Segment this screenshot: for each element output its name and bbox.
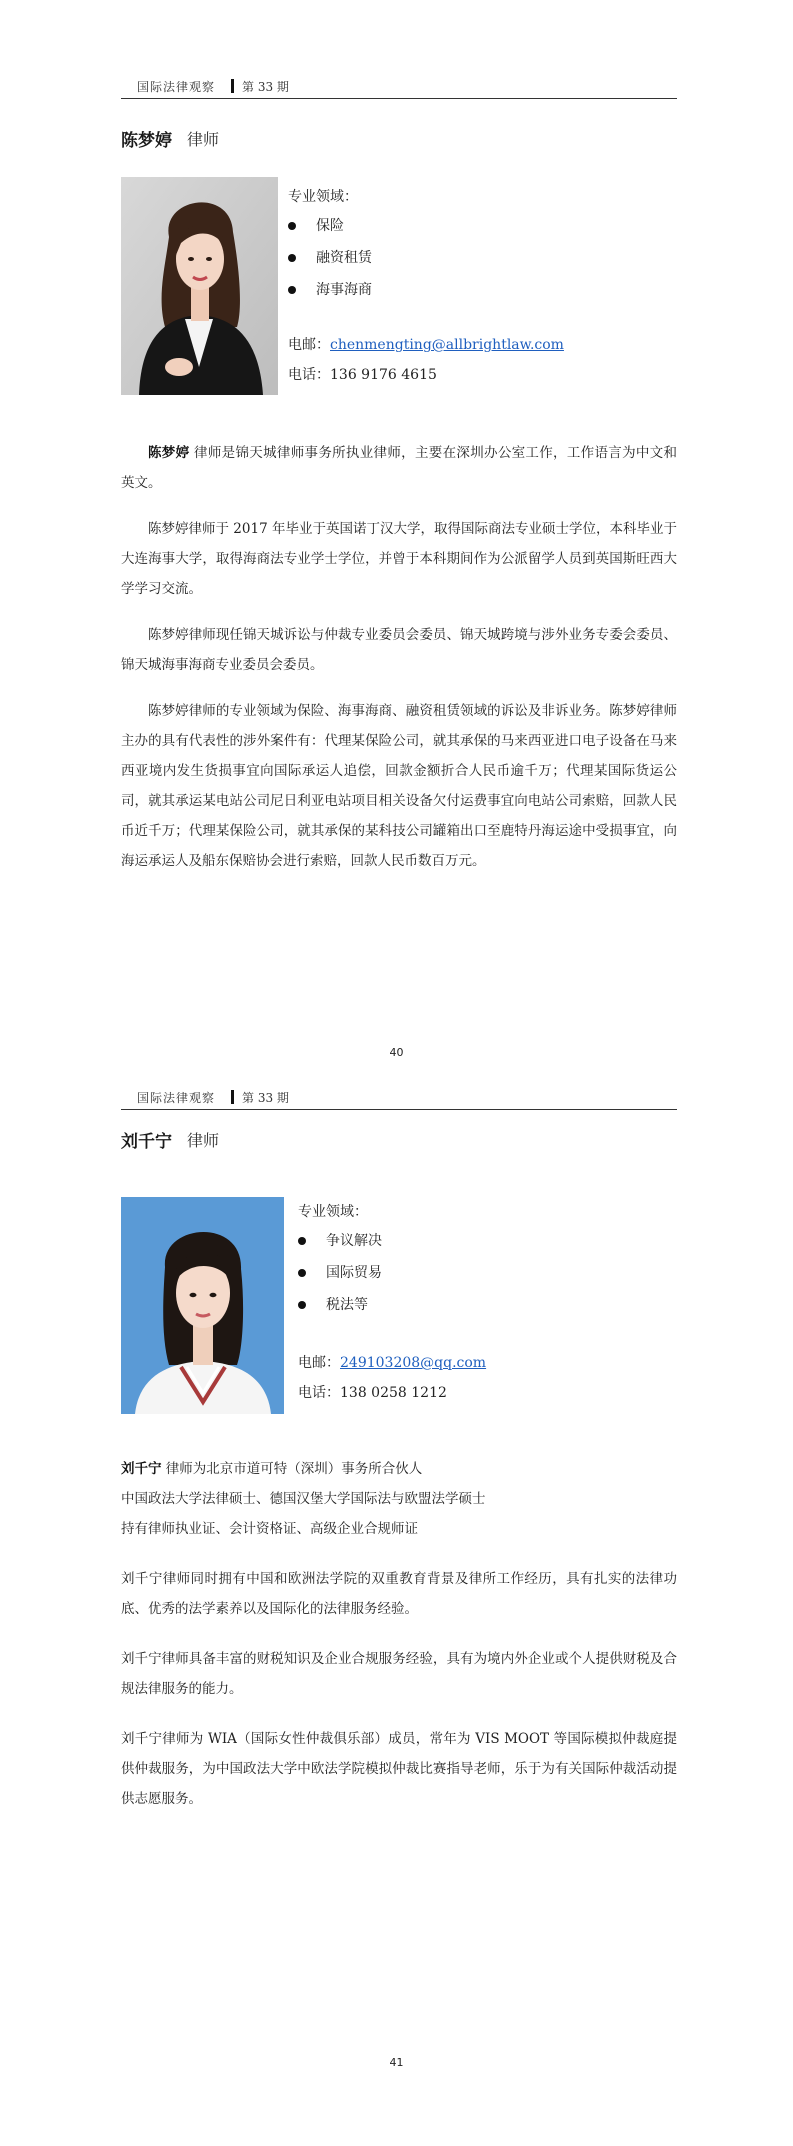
email-row — [298, 1348, 486, 1378]
contact-info — [288, 330, 564, 390]
bio-paragraph: 陈梦婷律师现任锦天城诉讼与仲裁专业委员会委员、锦天城跨境与涉外业务专委会委员、锦天城海事海商专业委员会委员。 — [121, 627, 677, 673]
page-header — [121, 1089, 677, 1110]
lawyer-name: 陈梦婷 — [121, 131, 172, 151]
expertise-item: 海事海商 — [288, 280, 372, 312]
header-separator — [231, 79, 234, 93]
phone-label: 电话： — [298, 1385, 340, 1401]
email-link[interactable]: chenmengting@allbrightlaw.com — [330, 337, 564, 353]
lawyer-title: 律师 — [187, 130, 220, 149]
publication-name: 国际法律观察 — [137, 80, 216, 94]
page-header — [121, 78, 677, 99]
bio-name: 陈梦婷 — [148, 445, 190, 461]
bullet-icon — [298, 1237, 306, 1245]
lawyer-name: 刘千宁 — [121, 1132, 172, 1152]
email-link[interactable]: 249103208@qq.com — [340, 1355, 487, 1371]
bio-name: 刘千宁 — [121, 1461, 162, 1477]
bio-line: 中国政法大学法律硕士、德国汉堡大学国际法与欧盟法学硕士 — [121, 1491, 486, 1507]
phone-number: 136 9176 4615 — [330, 367, 437, 383]
bio-paragraph: 陈梦婷 律师是锦天城律师事务所执业律师，主要在深圳办公室工作，工作语言为中文和英文。 — [121, 445, 678, 491]
bullet-icon — [288, 254, 296, 262]
email-row — [288, 330, 564, 360]
bullet-icon — [288, 222, 296, 230]
bullet-icon — [298, 1301, 306, 1309]
bio-paragraph: 陈梦婷律师于 2017 年毕业于英国诺丁汉大学，取得国际商法专业硕士学位，本科毕业于大连海事大学，取得海商法专业学士学位，并曾于本科期间作为公派留学人员到英国斯旺西大学学习交流。 — [121, 521, 677, 597]
spacer — [121, 1544, 677, 1564]
bio-paragraph: 刘千宁律师同时拥有中国和欧洲法学院的双重教育背景及律所工作经历，具有扎实的法律功底、优秀的法学素养以及国际化的法律服务经验。 — [121, 1571, 677, 1617]
page-number: 41 — [389, 2056, 404, 2069]
lawyer-title: 律师 — [187, 1131, 220, 1150]
phone-row — [288, 360, 564, 390]
phone-label: 电话： — [288, 367, 330, 383]
expertise-section — [298, 1201, 382, 1327]
phone-row — [298, 1378, 486, 1408]
bullet-icon — [298, 1269, 306, 1277]
expertise-list — [288, 216, 372, 312]
bio-paragraph: 刘千宁律师为 WIA（国际女性仲裁俱乐部）成员，常年为 VIS MOOT 等国际模拟仲裁庭提供仲裁服务，为中国政法大学中欧法学院模拟仲裁比赛指导老师，乐于为有关国际仲裁活动提供志愿服务。 — [121, 1731, 677, 1807]
spacer — [121, 1704, 677, 1724]
page-number: 40 — [389, 1046, 404, 1059]
expertise-item: 税法等 — [298, 1295, 382, 1327]
expertise-label: 专业领域： — [298, 1204, 368, 1220]
phone-number: 138 0258 1212 — [340, 1385, 447, 1401]
issue-number: 第 33 期 — [242, 1091, 289, 1105]
expertise-item: 争议解决 — [298, 1231, 382, 1263]
email-label: 电邮： — [288, 337, 330, 353]
bio-paragraph: 刘千宁律师具备丰富的财税知识及企业合规服务经验，具有为境内外企业或个人提供财税及合规法律服务的能力。 — [121, 1651, 677, 1697]
bio-line: 持有律师执业证、会计资格证、高级企业合规师证 — [121, 1521, 418, 1537]
biography — [121, 438, 677, 892]
expertise-label: 专业领域： — [288, 189, 358, 205]
email-label: 电邮： — [298, 1355, 340, 1371]
expertise-item: 国际贸易 — [298, 1263, 382, 1295]
lawyer-photo — [121, 177, 278, 395]
lawyer-photo — [121, 1197, 284, 1414]
bio-line: 刘千宁 律师为北京市道可特（深圳）事务所合伙人 — [121, 1461, 423, 1477]
page-41 — [0, 1073, 793, 2146]
expertise-list — [298, 1231, 382, 1327]
issue-number: 第 33 期 — [242, 80, 289, 94]
contact-info — [298, 1348, 486, 1408]
expertise-item: 融资租赁 — [288, 248, 372, 280]
bullet-icon — [288, 286, 296, 294]
expertise-section — [288, 186, 372, 312]
spacer — [121, 1624, 677, 1644]
bio-paragraph: 陈梦婷律师的专业领域为保险、海事海商、融资租赁领域的诉讼及非诉业务。陈梦婷律师主办的具有代表性的涉外案件有：代理某保险公司，就其承保的马来西亚进口电子设备在马来西亚境内发生货损事宜向国际承运人追偿，回款金额折合人民币逾千万；代理某国际货运公司，就其承运某电站公司尼日利亚电站项目相关设备欠付运费事宜向电站公司索赔，回款人民币近千万；代理某保险公司，就其承保的某科技公司罐箱出口至鹿特丹海运途中受损事宜，向海运承运人及船东保赔协会进行索赔，回款人民币数百万元。 — [121, 703, 677, 869]
publication-name: 国际法律观察 — [137, 1091, 216, 1105]
expertise-item: 保险 — [288, 216, 372, 248]
biography — [121, 1454, 677, 1814]
header-separator — [231, 1090, 234, 1104]
